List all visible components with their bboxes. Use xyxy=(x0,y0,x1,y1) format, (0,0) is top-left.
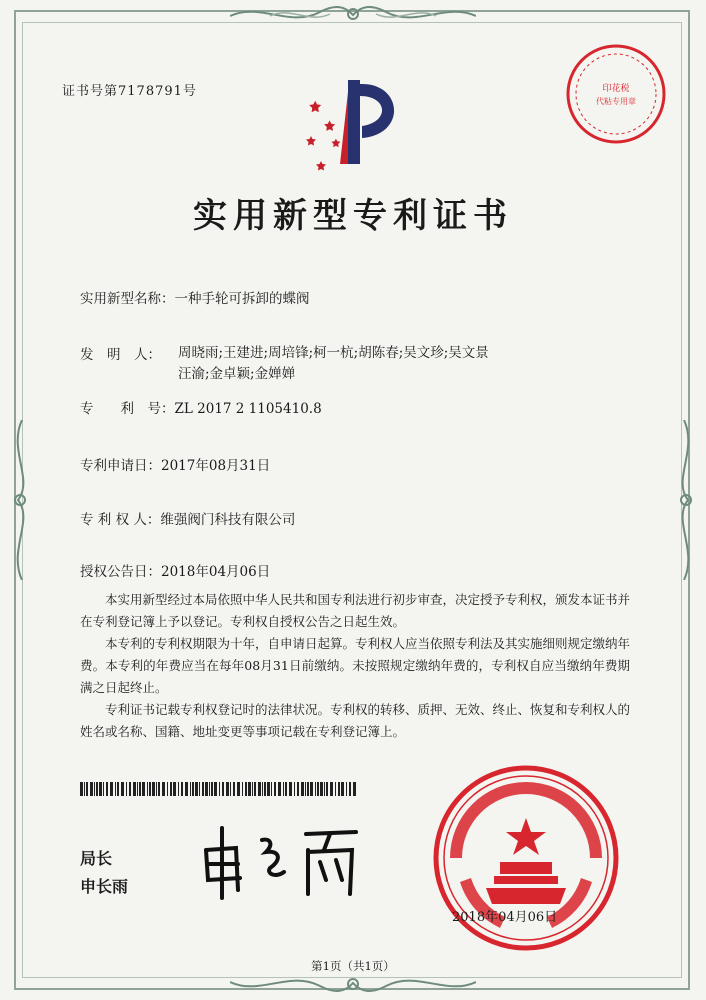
page-number: 第1页（共1页） xyxy=(311,959,395,973)
barcode-bar xyxy=(315,782,316,796)
barcode-bar xyxy=(110,782,113,796)
barcode-bar xyxy=(209,782,210,796)
body-paragraph-1: 本实用新型经过本局依照中华人民共和国专利法进行初步审查，决定授予专利权，颁发本证书并在专利登记簿上予以登记。专利权自授权公告之日起生效。 xyxy=(80,592,631,629)
patent-office-logo-icon xyxy=(290,72,410,172)
barcode-bar xyxy=(252,782,253,796)
barcode-bar xyxy=(167,782,168,796)
barcode-bar xyxy=(126,782,127,796)
national-ip-office-seal-icon xyxy=(430,762,622,954)
barcode-bar xyxy=(121,782,124,796)
barcode-bar xyxy=(96,782,98,796)
barcode-bar xyxy=(173,782,176,796)
barcode-bar xyxy=(90,782,93,796)
barcode-bar xyxy=(147,782,148,796)
patent-number-label: 专 利 号： xyxy=(80,401,175,417)
barcode-bar xyxy=(305,782,306,796)
barcode-bar xyxy=(158,782,160,796)
barcode-bar xyxy=(242,782,243,796)
barcode-bar xyxy=(211,782,213,796)
barcode-bar xyxy=(274,782,276,796)
barcode-bar xyxy=(301,782,304,796)
barcode-bar xyxy=(264,782,266,796)
certificate-number: 证书号第7178791号 xyxy=(62,84,197,99)
inventors-line-1: 周晓雨;王建进;周培锋;柯一杭;胡陈春;吴文珍;吴文景 xyxy=(178,345,489,361)
body-paragraph-3: 专利证书记载专利权登记时的法律状况。专利权的转移、质押、无效、终止、恢复和专利权人的姓名或名称、国籍、地址变更等事项记载在专利登记簿上。 xyxy=(80,702,631,739)
barcode-bar xyxy=(248,782,251,796)
grant-date-row xyxy=(80,560,270,580)
barcode-bar xyxy=(222,782,224,796)
barcode-bar xyxy=(199,782,200,796)
barcode-bar xyxy=(139,782,141,796)
barcode-bar xyxy=(297,782,299,796)
barcode-bar xyxy=(149,782,151,796)
inventors-label: 发 明 人： xyxy=(80,347,161,363)
barcode-bar xyxy=(219,782,220,796)
barcode-bar xyxy=(237,782,240,796)
barcode-bar xyxy=(190,782,191,796)
barcode-bar xyxy=(230,782,231,796)
barcode-bar xyxy=(80,782,83,796)
barcode-bar xyxy=(254,782,256,796)
patent-number-value: ZL 2017 2 1105410.8 xyxy=(174,401,322,417)
barcode-bar xyxy=(170,782,172,796)
barcode-bar xyxy=(99,782,102,796)
barcode-bar xyxy=(346,782,347,796)
barcode-bar xyxy=(162,782,165,796)
grant-date-value: 2018年04月06日 xyxy=(161,564,271,580)
barcode-bar xyxy=(115,782,116,796)
tax-stamp-text-2: 代粘专用章 xyxy=(596,97,636,106)
barcode-bar xyxy=(195,782,198,796)
barcode-bar xyxy=(117,782,119,796)
barcode-bar xyxy=(205,782,208,796)
barcode-bar xyxy=(152,782,155,796)
barcode-bar xyxy=(233,782,235,796)
inventors-row xyxy=(80,343,161,363)
barcode-bar xyxy=(258,782,261,796)
director-name: 申长雨 xyxy=(80,877,129,896)
seal-date: 2018年04月06日 xyxy=(452,910,558,925)
utility-name-value: 一种手轮可拆卸的蝶阀 xyxy=(174,291,310,307)
left-ornament-icon xyxy=(8,420,34,580)
barcode-bar xyxy=(283,782,284,796)
inventors-line-2: 汪渝;金卓颖;金婵婵 xyxy=(178,366,296,382)
barcode-bar xyxy=(320,782,323,796)
barcode-bar xyxy=(349,782,351,796)
inventors-value xyxy=(178,343,558,385)
top-ornament-icon xyxy=(230,2,476,28)
barcode-bar xyxy=(226,782,229,796)
barcode-bar xyxy=(192,782,194,796)
utility-name-label: 实用新型名称： xyxy=(80,291,175,307)
barcode-bar xyxy=(103,782,104,796)
barcode-bar xyxy=(262,782,263,796)
filing-date-row xyxy=(80,454,270,474)
barcode-bar xyxy=(137,782,138,796)
barcode-bar xyxy=(84,782,85,796)
barcode-bar xyxy=(353,782,356,796)
barcode-bar xyxy=(214,782,217,796)
barcode-bar xyxy=(307,782,309,796)
director-title: 局长 xyxy=(80,849,113,868)
barcode-bar xyxy=(310,782,313,796)
filing-date-label: 专利申请日： xyxy=(80,458,161,474)
barcode-bar xyxy=(156,782,157,796)
patentee-row xyxy=(80,508,295,528)
barcode-bar xyxy=(86,782,88,796)
barcode-bar xyxy=(326,782,328,796)
barcode-bar xyxy=(278,782,281,796)
barcode-bar xyxy=(285,782,287,796)
patent-number-row xyxy=(80,397,322,417)
barcode-bar xyxy=(271,782,272,796)
barcode-bar xyxy=(94,782,95,796)
barcode-bar xyxy=(267,782,270,796)
utility-name-row xyxy=(80,287,310,307)
grant-date-label: 授权公告日： xyxy=(80,564,161,580)
barcode-bar xyxy=(317,782,319,796)
tax-stamp-seal-icon xyxy=(564,42,668,146)
body-paragraph-2: 本专利的专利权期限为十年，自申请日起算。专利权人应当依照专利法及其实施细则规定缴纳年费。本专利的年费应当在每年08月31日前缴纳。未按照规定缴纳年费的，专利权自应当缴纳年费期满之日起终止。 xyxy=(80,636,631,695)
patentee-value: 维强阀门科技有限公司 xyxy=(160,512,296,528)
barcode-bar xyxy=(106,782,108,796)
barcode-bar xyxy=(341,782,344,796)
tax-stamp-text-1: 印花税 xyxy=(602,84,630,94)
barcode-bar xyxy=(133,782,136,796)
barcode-bar xyxy=(335,782,336,796)
right-ornament-icon xyxy=(672,420,698,580)
barcode-bar xyxy=(245,782,247,796)
barcode-bar xyxy=(185,782,188,796)
patentee-label: 专 利 权 人： xyxy=(80,512,161,528)
barcode-bar xyxy=(129,782,131,796)
barcode-bar xyxy=(294,782,295,796)
barcode-bar xyxy=(181,782,183,796)
barcode-bar xyxy=(142,782,145,796)
director-signature-icon xyxy=(196,820,366,900)
certificate-body xyxy=(80,589,630,743)
barcode-bar xyxy=(178,782,179,796)
barcode-bar xyxy=(324,782,325,796)
barcode-bar xyxy=(330,782,333,796)
barcode-bar xyxy=(289,782,292,796)
barcode-icon xyxy=(80,782,358,796)
barcode-bar xyxy=(338,782,340,796)
page-title: 实用新型专利证书 xyxy=(193,196,513,236)
barcode-bar xyxy=(202,782,204,796)
filing-date-value: 2017年08月31日 xyxy=(161,458,271,474)
